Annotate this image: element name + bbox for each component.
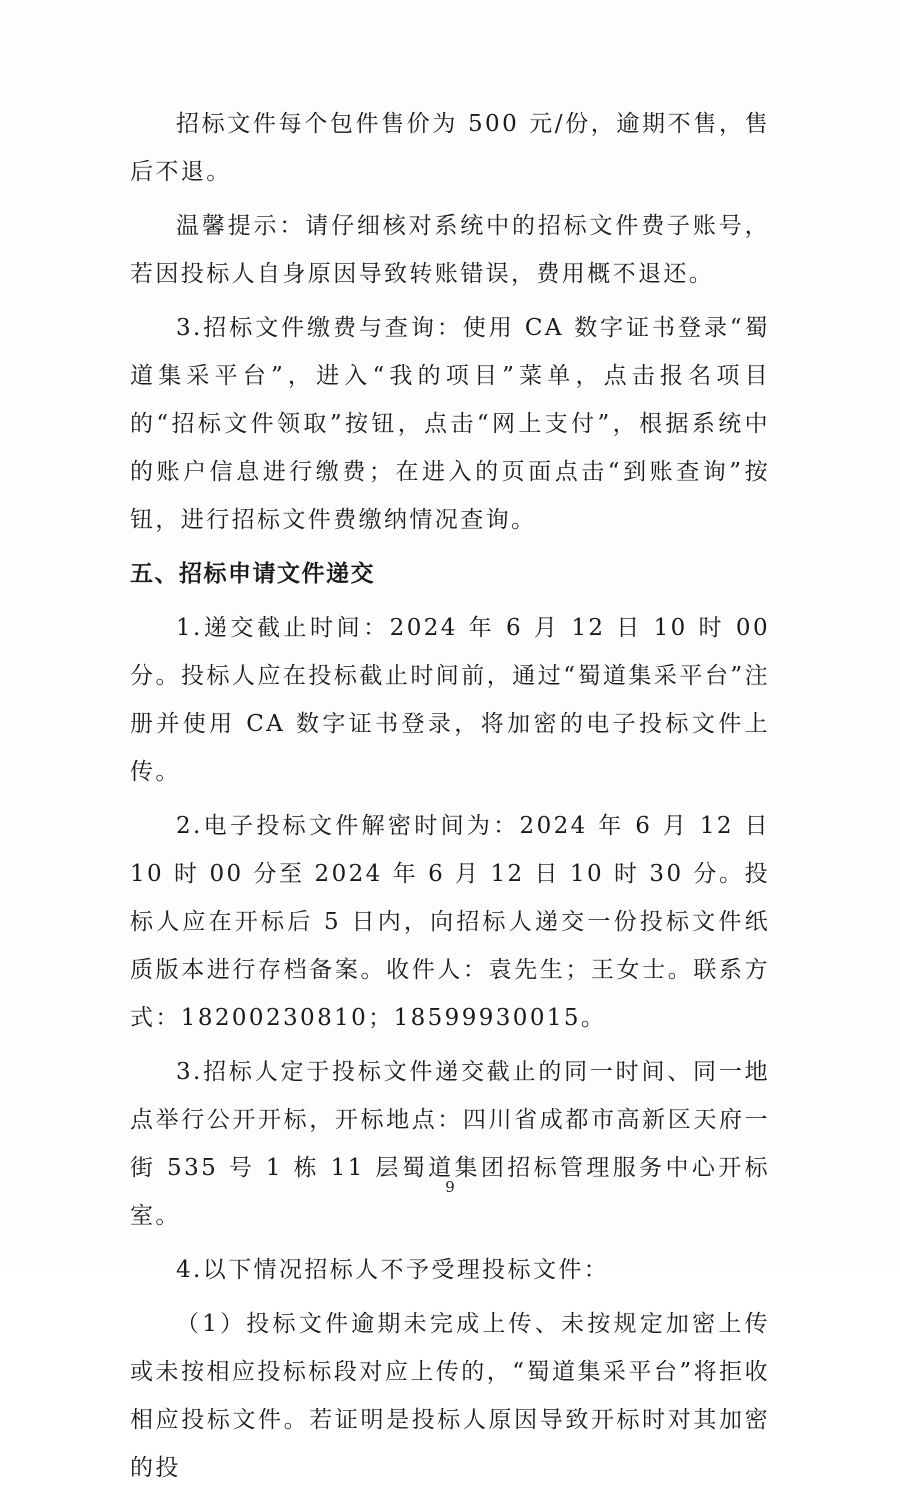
page-body <box>130 100 770 1492</box>
paragraph-payment-query: 3.招标文件缴费与查询：使用 CA 数字证书登录“蜀道集采平台”，进入“我的项目”菜单，点击报名项目的“招标文件领取”按钮，点击“网上支付”，根据系统中的账户信息进行缴费；在进入的页面点击“到账查询”按钮，进行招标文件费缴纳情况查询。 <box>130 315 770 533</box>
paragraph-decryption: 2.电子投标文件解密时间为：2024 年 6 月 12 日 10 时 00 分至 2024 年 6 月 12 日 10 时 30 分。投标人应在开标后 5 日内，向招标人递交一份投标文件纸质版本进行存档备案。收件人：袁先生；王女士。联系方式：18200230810；18599930015。 <box>130 813 770 1031</box>
page-number: 9 <box>445 1178 455 1196</box>
paragraph-deadline: 1.递交截止时间：2024 年 6 月 12 日 10 时 00 分。投标人应在投标截止时间前，通过“蜀道集采平台”注册并使用 CA 数字证书登录，将加密的电子投标文件上传。 <box>130 615 770 785</box>
paragraph-tender-price: 招标文件每个包件售价为 500 元/份，逾期不售，售后不退。 <box>130 111 770 185</box>
paragraph-bid-opening: 3.招标人定于投标文件递交截止的同一时间、同一地点举行公开开标，开标地点：四川省成都市高新区天府一街 535 号 1 栋 11 层蜀道集团招标管理服务中心开标室。 <box>130 1059 770 1229</box>
paragraph-rejection-item-1: （1）投标文件逾期未完成上传、未按规定加密上传或未按相应投标标段对应上传的，“蜀道集采平台”将拒收相应投标文件。若证明是投标人原因导致开标时对其加密的投 <box>130 1311 770 1481</box>
section-heading: 五、招标申请文件递交 <box>130 561 375 587</box>
paragraph-rejection-intro: 4.以下情况招标人不予受理投标文件： <box>176 1257 610 1283</box>
paragraph-reminder: 温馨提示：请仔细核对系统中的招标文件费子账号，若因投标人自身原因导致转账错误，费用概不退还。 <box>130 213 770 287</box>
